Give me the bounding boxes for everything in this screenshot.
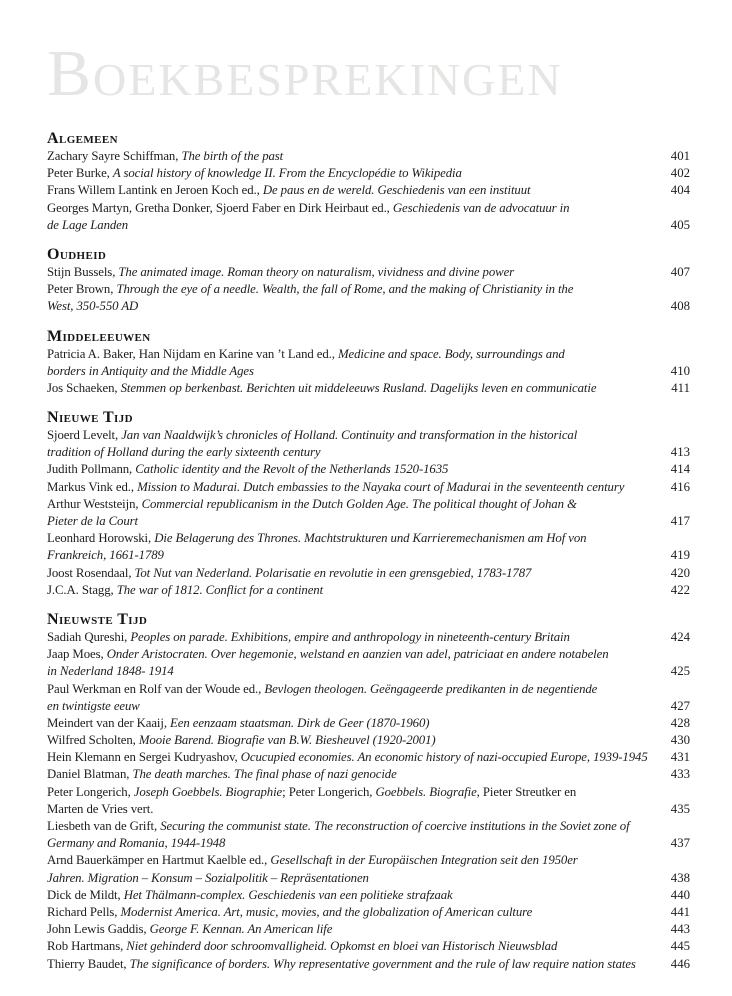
entry-text-segment: Frankreich, 1661-1789 [47,548,164,563]
toc-section [47,130,690,234]
section-entries [47,427,690,599]
entry-text-segment: A social history of knowledge II. From the Encyclopédie to Wikipedia [112,166,462,181]
section-heading: Oudheid [47,245,107,263]
entry-page-number: 419 [670,548,690,563]
toc-entry-line [47,565,690,582]
toc-entry-line [47,629,690,646]
entry-text [47,732,660,749]
entry-text [47,444,660,461]
entry-page-number: 446 [670,956,690,971]
toc-entry-line [47,801,690,818]
entry-text-segment: en twintigste eeuw [47,698,140,713]
page-title: Boekbesprekingen [47,37,563,110]
section-heading: Algemeen [47,130,118,147]
toc-section [47,611,690,973]
entry-text-segment: borders in Antiquity and the Middle Ages [47,363,254,378]
toc-entry-line [47,148,690,165]
entry-page-number: 441 [670,904,690,919]
entry-page-number: 408 [670,299,690,314]
entry-text [47,264,660,281]
entry-text-segment: Richard Pells, [47,904,121,919]
section-heading: Nieuwe Tijd [47,409,133,427]
entry-text-segment: Frans Willem Lantink en Jeroen Koch ed., [47,183,263,198]
entry-text-segment: Jaap Moes, [47,647,107,662]
entry-text-segment: Meindert van der Kaaij, [47,715,171,730]
section-entries [47,346,690,398]
entry-text-segment: Hein Klemann en Sergei Kudryashov, [47,750,241,765]
toc-entry-line [47,582,690,599]
entry-text [47,565,660,582]
toc-entry-line [47,513,690,530]
entry-text [47,818,690,835]
entry-text-segment: Joseph Goebbels. Biographie [133,784,283,799]
toc-entry-line [47,887,690,904]
entry-page-number: 414 [670,462,690,477]
entry-text-segment: Jahren. Migration – Konsum – Sozialpolitik – Repräsentationen [47,870,369,885]
toc-entry-line [47,200,690,217]
entry-text-segment: Georges Martyn, Gretha Donker, Sjoerd Faber en Dirk Heirbaut ed., [47,200,393,215]
toc-entry-line [47,217,690,234]
entry-text [47,749,660,766]
entry-text-segment: Leonhard Horowski, [47,531,155,546]
entry-text [47,921,660,938]
entry-text [47,530,690,547]
entry-text [47,646,690,663]
toc-entry-line [47,264,690,281]
entry-text-segment: Marten de Vries vert. [47,801,154,816]
entry-text-segment: Jos Schaeken, [47,380,121,395]
toc-entry-line [47,749,690,766]
entry-page-number: 401 [670,149,690,163]
toc-entry-line [47,547,690,564]
entry-text-segment: Dick de Mildt, [47,887,124,902]
entry-text [47,870,660,887]
toc-entry-line [47,496,690,513]
entry-text-segment: Het Thälmann-complex. Geschiedenis van een politieke strafzaak [123,887,453,902]
toc-entry-line [47,784,690,801]
toc-entry-line [47,427,690,444]
entry-text [47,363,660,380]
entry-page-number: 413 [670,445,690,460]
entry-text-segment: West, 350-550 AD [47,299,139,314]
entry-text [47,217,660,234]
entry-page-number: 435 [670,801,690,816]
entry-text-segment: Stemmen op berkenbast. Berichten uit middeleeuws Rusland. Dagelijks leven en communicatie [120,380,597,395]
entry-text [47,835,660,852]
entry-text-segment: Liesbeth van de Grift, [47,819,161,833]
toc-section [47,328,690,398]
entry-text-segment: Peter Brown, [47,282,117,297]
entry-text [47,547,660,564]
entry-page-number: 443 [670,922,690,937]
entry-text [47,182,660,199]
toc-entry-line [47,663,690,680]
entry-text [47,148,660,165]
entry-page-number: 440 [670,887,690,902]
entry-text-segment: The death marches. The final phase of nazi genocide [132,767,397,782]
entry-text-segment: Gesellschaft in der Europäischen Integration seit den 1950er [270,853,578,868]
section-entries [47,264,690,316]
entry-text-segment: ; Peter Longerich, [282,784,376,799]
entry-page-number: 407 [670,264,690,279]
toc-entry-line [47,715,690,732]
entry-text-segment: Jan van Naaldwijk’s chronicles of Holland. Continuity and transformation in the historical [121,428,578,443]
entry-text-segment: Mooie Barend. Biografie van B.W. Biesheuvel (1920-2001) [138,733,436,748]
entry-text [47,479,660,496]
entry-text [47,956,660,973]
entry-text-segment: Judith Pollmann, [47,462,136,477]
entry-text-segment: Tot Nut van Nederland. Polarisatie en revolutie in een grensgebied, 1783-1787 [134,565,532,580]
entry-text-segment: The significance of borders. Why representative government and the rule of law require nation states [129,956,636,971]
entry-text-segment: in Nederland 1848- 1914 [47,664,174,679]
entry-page-number: 430 [670,733,690,748]
entry-text [47,938,660,955]
entry-text-segment: Modernist America. Art, music, movies, and the globalization of American culture [120,904,533,919]
toc-entry-line [47,852,690,869]
sections-container [47,130,690,973]
entry-text [47,165,660,182]
entry-text-segment: Medicine and space. Body, surroundings and [337,346,565,361]
entry-text-segment: Arnd Bauerkämper en Hartmut Kaelble ed., [47,853,271,868]
entry-text-segment: Een eenzaam staatsman. Dirk de Geer (1870-1960) [170,715,430,730]
entry-text-segment: Peter Longerich, [47,784,134,799]
entry-text-segment: Peter Burke, [47,166,113,181]
entry-text-segment: Zachary Sayre Schiffman, [47,149,182,163]
entry-page-number: 422 [670,582,690,597]
toc-entry-line [47,938,690,955]
entry-page-number: 405 [670,217,690,232]
entry-page-number: 424 [670,629,690,644]
entry-text-segment: Thierry Baudet, [47,956,130,971]
entry-text-segment: Commercial republicanism in the Dutch Golden Age. The political thought of Johan & [141,496,577,511]
entry-text [47,663,660,680]
section-heading: Middeleeuwen [47,327,151,345]
entry-text-segment: Catholic identity and the Revolt of the Netherlands 1520-1635 [135,462,449,477]
section-entries [47,148,690,234]
entry-text-segment: , Pieter Streutker en [476,784,577,799]
toc-entry-line [47,444,690,461]
entry-text-segment: Goebbels. Biografie [375,784,477,799]
toc-entry-line [47,281,690,298]
entry-text-segment: Paul Werkman en Rolf van der Woude ed., [47,681,265,696]
entry-text [47,629,660,646]
toc-entry-line [47,681,690,698]
entry-page-number: 420 [670,565,690,580]
entry-text-segment: Through the eye of a needle. Wealth, the fall of Rome, and the making of Christianity in the [116,282,574,297]
entry-text [47,200,690,217]
entry-text-segment: Ocucupied economies. An economic history of nazi-occupied Europe, 1939-1945 [240,750,648,765]
entry-text [47,346,690,363]
entry-text [47,715,660,732]
toc-entry-line [47,646,690,663]
toc-entry-line [47,380,690,397]
entry-page-number: 433 [670,767,690,782]
entry-text [47,698,660,715]
entry-text [47,852,690,869]
entry-text-segment: Wilfred Scholten, [47,733,139,748]
toc-entry-line [47,956,690,973]
entry-text-segment: Securing the communist state. The reconstruction of coercive institutions in the Soviet zone of [160,819,630,833]
toc-entry-line [47,363,690,380]
toc-entry-line [47,298,690,315]
entry-text-segment: Arthur Weststeijn, [47,496,142,511]
entry-text-segment: The animated image. Roman theory on naturalism, vividness and divine power [118,264,515,279]
entry-text-segment: J.C.A. Stagg, [47,582,117,597]
entry-page-number: 438 [670,870,690,885]
entry-text-segment: Die Belagerung des Thrones. Machtstrukturen und Karrieremechanismen am Hof von [154,531,587,546]
entry-text-segment: Germany and Romania, 1944-1948 [47,836,226,851]
entry-text [47,513,660,530]
entry-text-segment: Geschiedenis van de advocatuur in [392,200,570,215]
section-heading: Nieuwste Tijd [47,610,148,628]
entry-text [47,681,690,698]
toc-entry-line [47,766,690,783]
entry-text-segment: Peoples on parade. Exhibitions, empire and anthropology in nineteenth-century Britain [130,629,570,644]
entry-text-segment: Rob Hartmans, [47,939,127,954]
entry-page-number: 427 [670,698,690,713]
entry-page-number: 404 [670,183,690,198]
entry-text [47,427,690,444]
entry-text-segment: Patricia A. Baker, Han Nijdam en Karine van ’t Land ed., [47,346,338,361]
entry-text-segment: Pieter de la Court [47,514,138,528]
toc-entry-line [47,698,690,715]
entry-text-segment: John Lewis Gaddis, [47,922,150,937]
toc-entry-line [47,461,690,478]
entry-text [47,461,660,478]
entry-page-number: 417 [670,514,690,528]
entry-text [47,766,660,783]
entry-text [47,784,690,801]
entry-text-segment: De paus en de wereld. Geschiedenis van een instituut [262,183,531,198]
toc-entry-line [47,870,690,887]
toc-section [47,409,690,599]
entry-text-segment: Mission to Madurai. Dutch embassies to the Nayaka court of Madurai in the seventeenth century [137,479,625,494]
entry-page-number: 416 [670,479,690,494]
entry-page-number: 445 [670,939,690,954]
section-entries [47,629,690,973]
entry-text-segment: Sjoerd Levelt, [47,428,122,443]
toc-entry-line [47,904,690,921]
toc-entry-line [47,530,690,547]
entry-text-segment: de Lage Landen [47,217,129,232]
entry-text-segment: Markus Vink ed., [47,479,138,494]
toc-entry-line [47,182,690,199]
entry-text-segment: The birth of the past [181,149,284,163]
entry-text-segment: tradition of Holland during the early sixteenth century [47,445,321,460]
entry-text-segment: Sadiah Qureshi, [47,629,131,644]
entry-page-number: 402 [670,166,690,181]
entry-text-segment: George F. Kennan. An American life [149,922,333,937]
entry-text [47,496,690,513]
toc-entry-line [47,346,690,363]
toc-entry-line [47,479,690,496]
toc-entry-line [47,818,690,835]
entry-page-number: 437 [670,836,690,851]
entry-text-segment: Onder Aristocraten. Over hegemonie, welstand en aanzien van adel, patriciaat en andere notabelen [106,647,609,662]
entry-page-number: 431 [670,750,690,765]
entry-text [47,298,660,315]
entry-text [47,801,660,818]
entry-text [47,904,660,921]
toc-section [47,246,690,316]
entry-page-number: 428 [670,715,690,730]
entry-page-number: 410 [670,363,690,378]
entry-text-segment: Bevlogen theologen. Geëngageerde predikanten in de negentiende [264,681,598,696]
toc-entry-line [47,732,690,749]
toc-entry-line [47,165,690,182]
entry-text-segment: Stijn Bussels, [47,264,119,279]
entry-text-segment: Niet gehinderd door schroomvalligheid. Opkomst en bloei van Historisch Nieuwsblad [126,939,558,954]
entry-text [47,281,690,298]
entry-text [47,582,660,599]
entry-page-number: 411 [671,380,690,395]
entry-text-segment: Daniel Blatman, [47,767,133,782]
entry-text [47,380,660,397]
toc-entry-line [47,835,690,852]
entry-text [47,887,660,904]
toc-entry-line [47,921,690,938]
entry-text-segment: The war of 1812. Conflict for a continent [116,582,324,597]
entry-text-segment: Joost Rosendaal, [47,565,135,580]
entry-page-number: 425 [670,664,690,679]
